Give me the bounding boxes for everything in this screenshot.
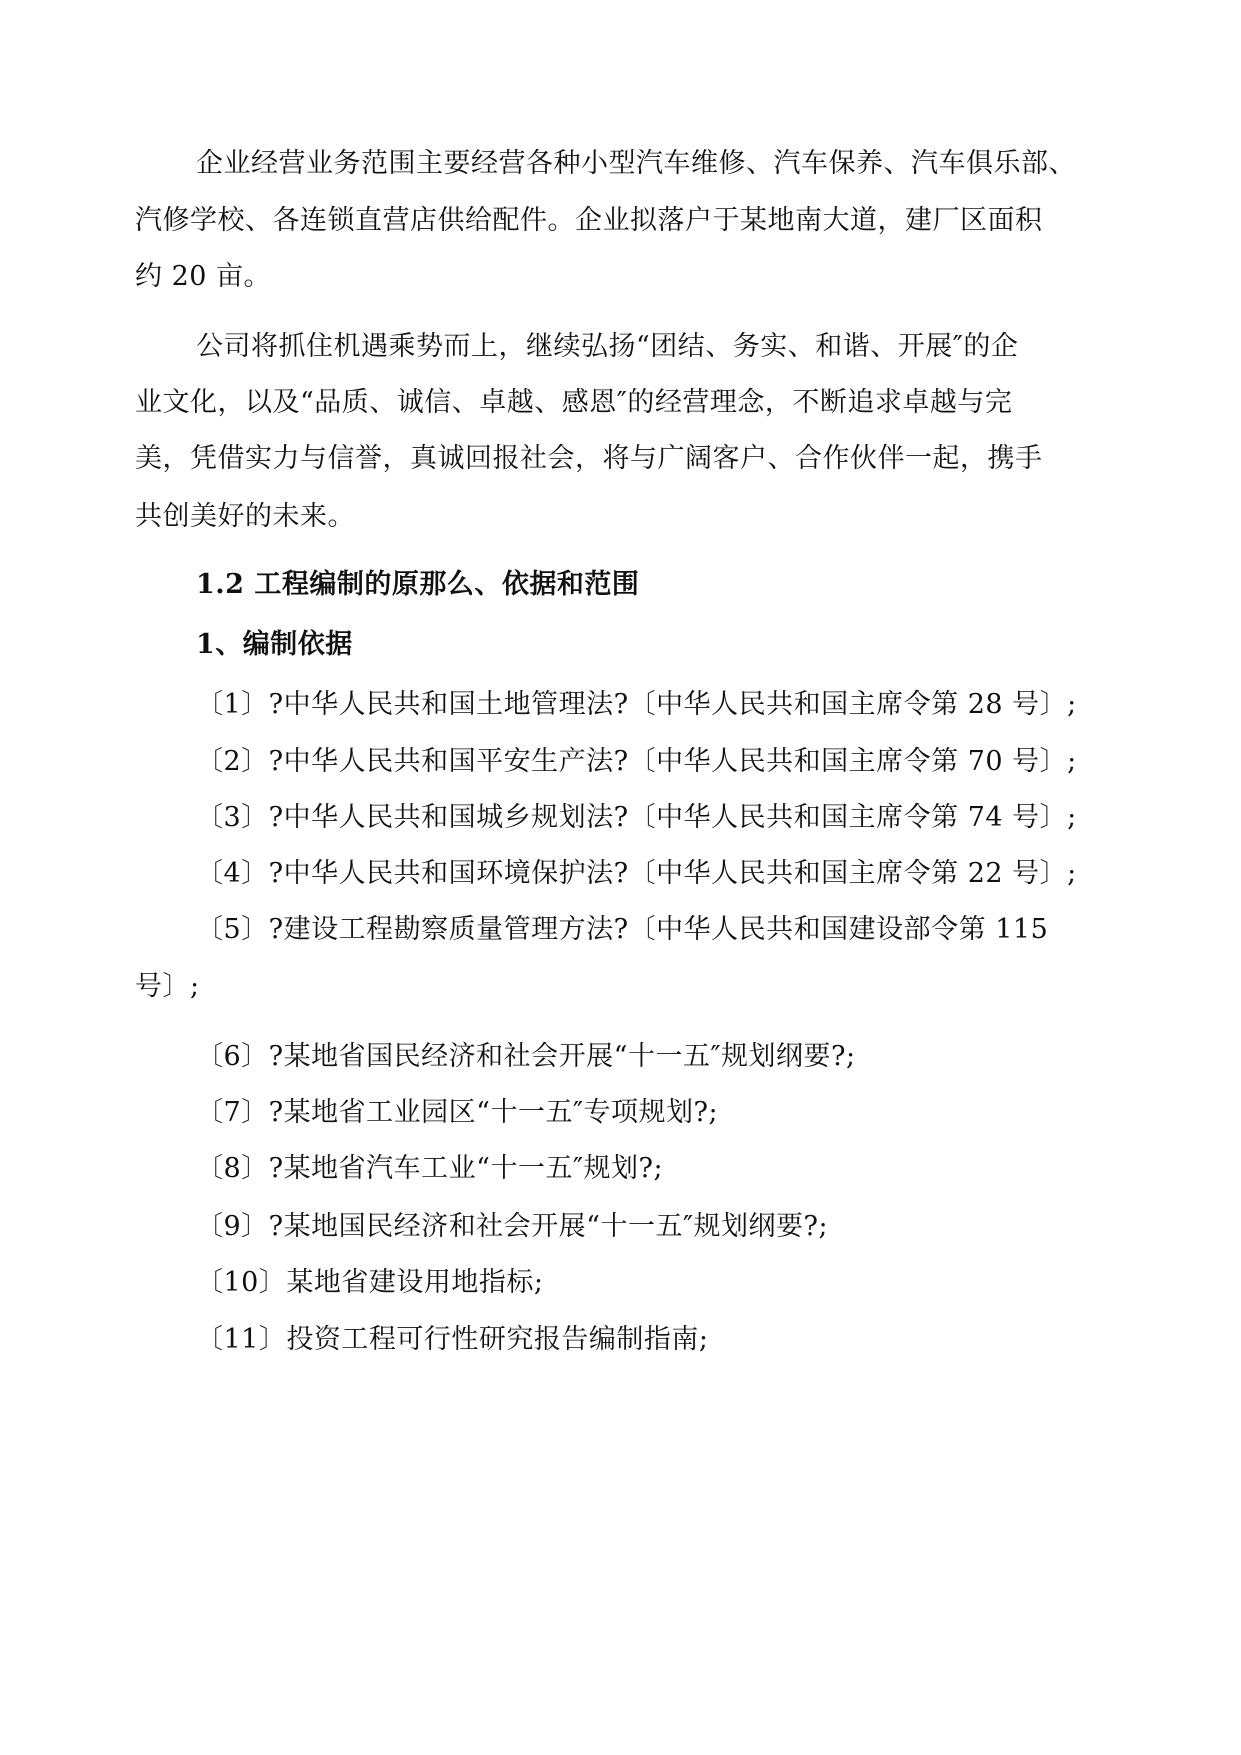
list-item: 〔9〕?某地国民经济和社会开展“十一五″规划纲要?;	[196, 1211, 829, 1242]
list-item: 〔1〕?中华人民共和国土地管理法?〔中华人民共和国主席令第 28 号〕;	[196, 689, 1077, 720]
list-item-continuation: 号〕;	[135, 971, 200, 1002]
paragraph-1-line-3: 约 20 亩。	[135, 261, 272, 292]
paragraph-2-line-3: 美，凭借实力与信誉，真诚回报社会，将与广阔客户、合作伙伴一起，携手	[135, 443, 1043, 474]
list-item: 〔10〕某地省建设用地指标;	[196, 1267, 544, 1298]
sub-heading: 1、编制依据	[196, 629, 353, 660]
list-item: 〔5〕?建设工程勘察质量管理方法?〔中华人民共和国建设部令第 115	[196, 914, 1049, 945]
paragraph-2-line-1: 公司将抓住机遇乘势而上，继续弘扬“团结、务实、和谐、开展″的企	[196, 331, 1019, 362]
list-item: 〔6〕?某地省国民经济和社会开展“十一五″规划纲要?;	[196, 1041, 856, 1072]
list-item: 〔7〕?某地省工业园区“十一五″专项规划?;	[196, 1097, 719, 1128]
list-item: 〔8〕?某地省汽车工业“十一五″规划?;	[196, 1153, 664, 1184]
paragraph-2-line-4: 共创美好的未来。	[135, 501, 355, 532]
list-item: 〔2〕?中华人民共和国平安生产法?〔中华人民共和国主席令第 70 号〕;	[196, 746, 1077, 777]
list-item: 〔3〕?中华人民共和国城乡规划法?〔中华人民共和国主席令第 74 号〕;	[196, 802, 1077, 833]
section-heading: 1.2 工程编制的原那么、依据和范围	[196, 569, 640, 600]
paragraph-2-line-2: 业文化，以及“品质、诚信、卓越、感恩″的经营理念，不断追求卓越与完	[135, 387, 1013, 418]
paragraph-1-line-2: 汽修学校、各连锁直营店供给配件。企业拟落户于某地南大道，建厂区面积	[135, 205, 1043, 236]
list-item: 〔11〕投资工程可行性研究报告编制指南;	[196, 1324, 709, 1355]
paragraph-1-line-1: 企业经营业务范围主要经营各种小型汽车维修、汽车保养、汽车俱乐部、	[196, 148, 1076, 179]
list-item: 〔4〕?中华人民共和国环境保护法?〔中华人民共和国主席令第 22 号〕;	[196, 858, 1077, 889]
